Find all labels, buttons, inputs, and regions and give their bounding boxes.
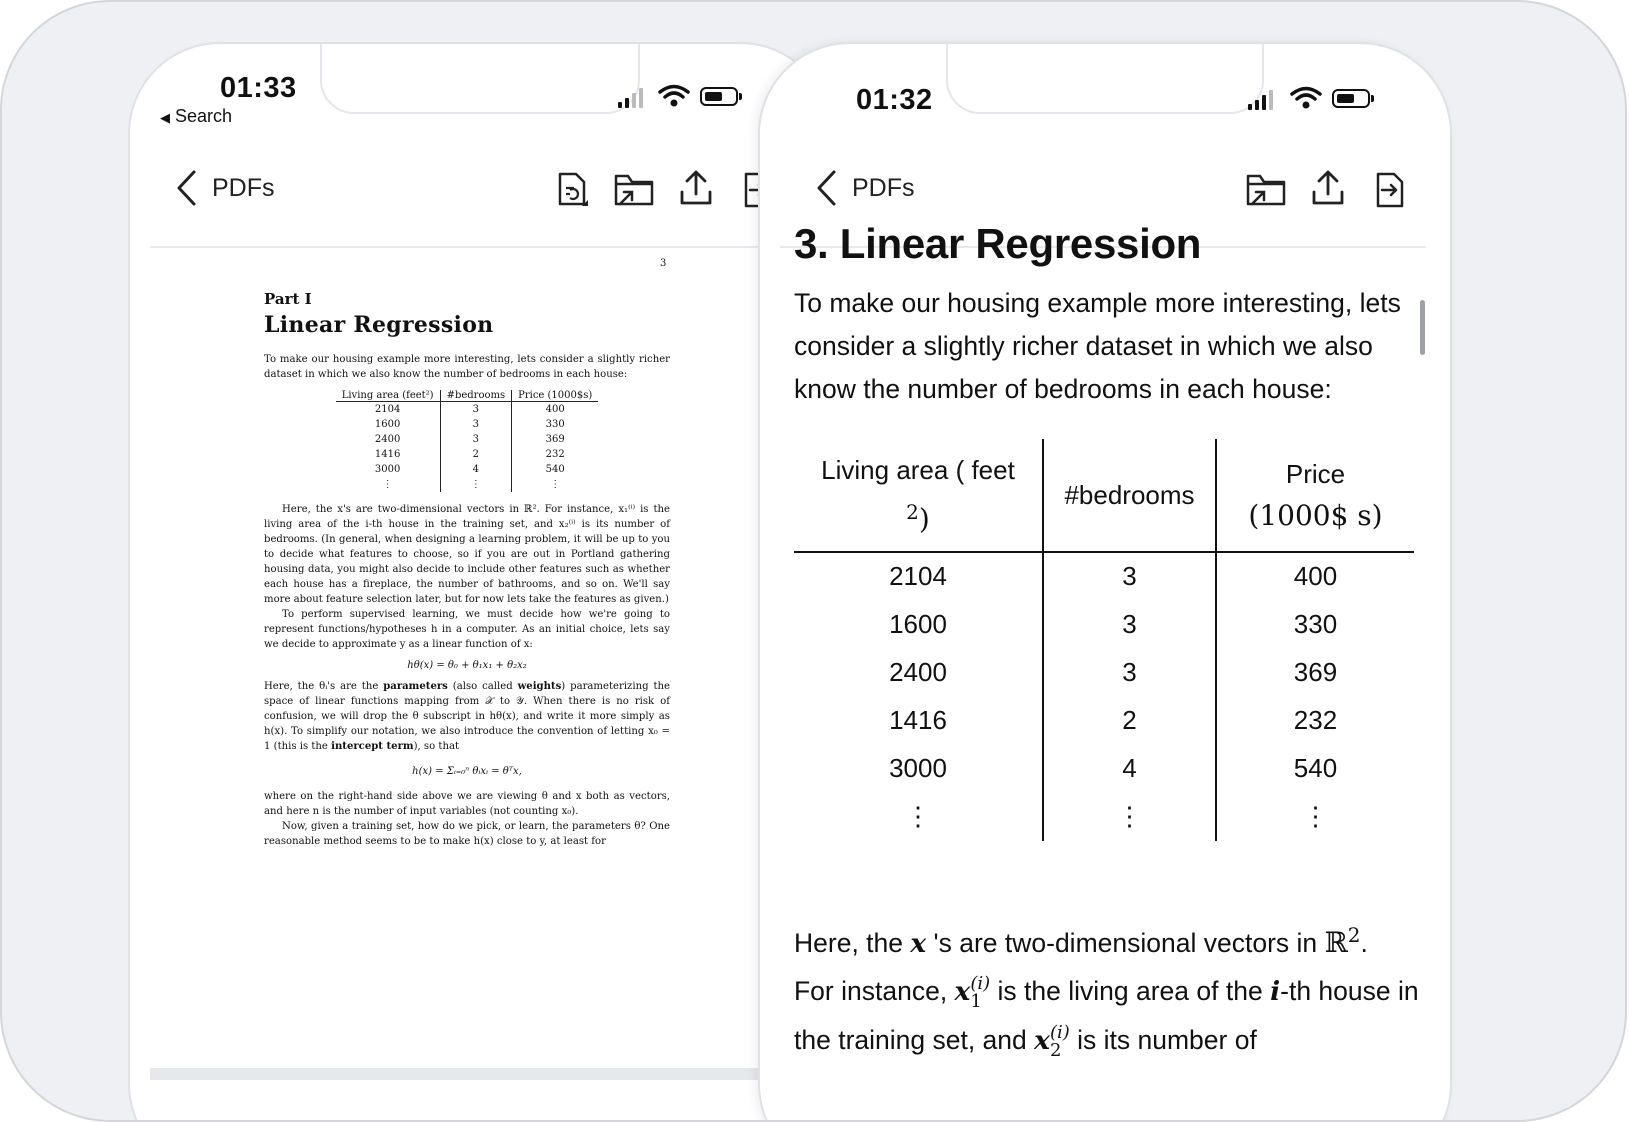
table-row: [336, 417, 599, 432]
math-superscript: (i): [970, 973, 991, 995]
share-icon[interactable]: [1308, 168, 1348, 208]
chevron-left-icon: [814, 168, 838, 208]
battery-icon: [700, 87, 738, 106]
table-cell: ⋮: [1216, 793, 1414, 841]
share-icon[interactable]: [676, 168, 716, 208]
page-separator: [150, 1068, 830, 1080]
body-text: 's are two-dimensional vectors in: [926, 927, 1325, 958]
pdf-bold-term: intercept term: [331, 741, 414, 752]
intro-paragraph: To make our housing example more interesting, lets consider a slightly richer dataset in which we also know the number of bedrooms in each house:: [794, 288, 1401, 404]
pdf-equation: h(x) = Σᵢ₌₀ⁿ θᵢxᵢ = θᵀx,: [412, 766, 522, 777]
table-cell: 3000: [889, 753, 947, 784]
back-to-search-link[interactable]: [160, 106, 232, 127]
table-cell: 232: [1216, 697, 1414, 745]
body-text: For instance,: [794, 976, 955, 1007]
status-time: 01:33: [220, 72, 297, 104]
body-text: is the living area of the: [990, 976, 1271, 1007]
pdf-paragraph: where on the right-hand side above we are viewing θ and x both as vectors, and here n is the number of input variables (not counting x₀).: [264, 791, 670, 817]
table-cell: 400: [1216, 552, 1414, 601]
math-symbol: x: [954, 976, 971, 1008]
body-text: Here, the: [794, 927, 911, 958]
table-cell: 3: [1043, 649, 1216, 697]
battery-tip: [739, 93, 742, 100]
cellular-signal-icon: [1248, 88, 1278, 110]
header-text: ): [918, 502, 930, 536]
header-text: Price: [1285, 458, 1346, 489]
math-symbol: x: [910, 927, 927, 959]
table-cell: 2400: [889, 657, 947, 688]
move-to-folder-icon[interactable]: [612, 170, 656, 210]
pdf-paragraph: Here, the x's are two-dimensional vectors in ℝ². For instance, x₁⁽ⁱ⁾ is the living area of the i-th house in the training set, and x₂⁽ⁱ⁾ is its number of bedrooms. (In general, when designing a learning problem, it will be up to you to decide what features to choose, so if you are out in Portland gathering housing data, you might also decide to include other features such as whether each house has a fireplace, the number of bathrooms, and so on. We'll say more about feature selection later, but for now lets take the features as given.): [264, 504, 670, 605]
body-text: -th house in the training set, and: [794, 976, 1419, 1056]
pdf-equation: hθ(x) = θ₀ + θ₁x₁ + θ₂x₂: [407, 660, 527, 671]
chevron-left-icon: [174, 168, 198, 208]
table-cell: 3: [440, 417, 512, 432]
table-cell: ⋮: [1043, 793, 1216, 841]
convert-document-icon[interactable]: [552, 170, 592, 210]
back-button-label: PDFs: [212, 174, 275, 202]
table-cell: 232: [512, 447, 599, 462]
table-cell: ⋮: [440, 477, 512, 492]
math-symbol: i: [1270, 976, 1281, 1008]
back-to-search-label: Search: [175, 106, 233, 126]
table-row: [336, 447, 599, 462]
pdf-title: Linear Regression: [264, 312, 494, 338]
left-phone-notch: [320, 42, 640, 114]
back-button-label: PDFs: [852, 174, 915, 202]
table-cell: 400: [512, 402, 599, 418]
pdf-housing-table: [336, 390, 599, 492]
table-cell: 2: [1043, 697, 1216, 745]
pdf-part-label: Part I: [264, 290, 312, 308]
header-text: Living area ( feet: [821, 455, 1015, 485]
table-cell: 3: [1043, 601, 1216, 649]
cellular-signal-icon: [618, 86, 648, 108]
table-row: [794, 745, 1414, 793]
table-cell: 4: [440, 462, 512, 477]
table-cell: 3: [1043, 552, 1216, 601]
table-cell: 2400: [374, 434, 401, 445]
reflow-content: [794, 220, 1420, 1065]
pdf-content: [264, 290, 670, 849]
table-cell: ⋮: [905, 801, 931, 832]
table-row: [794, 697, 1414, 745]
pdf-text: (also called: [447, 681, 518, 692]
table-cell: 330: [1216, 601, 1414, 649]
pdf-next-page: [150, 1080, 830, 1122]
right-phone-notch: [946, 42, 1264, 114]
table-header-price: [1216, 439, 1414, 552]
pdf-text: ) parameterizing the space of linear functions mapping from 𝒳 to 𝒴. When there is no risk of confusion, we will drop the θ subscript in hθ(x), and write it more simply as h(x). To simplify our notation, we also introduce the convention of letting x₀ = 1 (this is the: [264, 681, 670, 752]
table-cell: 330: [512, 417, 599, 432]
body-text: is its number of: [1069, 1025, 1257, 1056]
table-cell: 1416: [374, 449, 401, 460]
wifi-icon: [658, 84, 690, 108]
table-row: [336, 462, 599, 477]
table-cell: 3: [440, 402, 512, 418]
table-cell: 369: [512, 432, 599, 447]
table-cell: ⋮: [512, 477, 599, 492]
table-row: [336, 477, 599, 492]
export-document-icon[interactable]: [1370, 170, 1410, 210]
housing-table: [794, 439, 1414, 841]
table-cell: 4: [1043, 745, 1216, 793]
header-superscript: 2: [906, 500, 919, 524]
table-cell: 540: [1216, 745, 1414, 793]
table-cell: 3: [440, 432, 512, 447]
math-subscript: 2: [1049, 1040, 1062, 1062]
table-cell: 369: [1216, 649, 1414, 697]
pdf-page-number: 3: [660, 258, 667, 269]
table-cell: 2104: [889, 561, 947, 592]
table-header-living-area: [794, 439, 1043, 552]
pdf-table-header: Price (1000$s): [512, 390, 599, 402]
header-text: (1000$ s): [1248, 498, 1383, 532]
table-cell: ⋮: [382, 479, 393, 490]
math-superscript: 2: [1347, 922, 1361, 947]
pdf-paragraph: To perform supervised learning, we must decide how we're going to represent functions/hypotheses h in a computer. As an initial choice, lets say we decide to approximate y as a linear function of x:: [264, 609, 670, 650]
math-subscript: 1: [970, 991, 982, 1013]
math-symbol: x: [1034, 1025, 1050, 1057]
section-heading: 3. Linear Regression: [794, 220, 1202, 267]
math-symbol: ℝ: [1324, 925, 1348, 959]
left-toolbar: [150, 140, 832, 248]
math-superscript: (i): [1049, 1022, 1070, 1044]
pdf-paragraph: [264, 679, 670, 754]
pdf-bold-term: weights: [517, 681, 562, 692]
battery-icon: [1332, 89, 1370, 108]
body-paragraph: [794, 911, 1420, 1066]
table-cell: 1600: [889, 609, 947, 640]
back-triangle-icon: ◀: [160, 110, 170, 125]
table-row: [794, 649, 1414, 697]
pdf-paragraph: Now, given a training set, how do we pick, or learn, the parameters θ? One reasonable method seems to be to make h(x) close to y, at least for: [264, 821, 670, 847]
pdf-table-header: #bedrooms: [440, 390, 512, 402]
table-row: [336, 432, 599, 447]
pdf-text: ), so that: [413, 741, 460, 752]
vertical-scrollbar[interactable]: [1420, 300, 1425, 355]
table-cell: 2104: [374, 404, 401, 415]
pdf-intro: To make our housing example more interesting, lets consider a slightly richer dataset in which we also know the number of bedrooms in each house:: [264, 354, 670, 380]
table-row: [794, 793, 1414, 841]
table-row: [336, 402, 599, 418]
pdf-table-header: Living area (feet²): [336, 390, 440, 402]
battery-tip: [1371, 95, 1374, 102]
table-cell: 540: [512, 462, 599, 477]
table-cell: 3000: [374, 464, 401, 475]
table-cell: 1600: [374, 419, 401, 430]
pdf-bold-term: parameters: [383, 681, 448, 692]
move-to-folder-icon[interactable]: [1244, 170, 1288, 210]
table-row: [794, 601, 1414, 649]
right-phone-screen: [758, 42, 1452, 1122]
table-row: [794, 552, 1414, 601]
body-text: .: [1360, 927, 1368, 958]
pdf-text: Here, the θᵢ's are the: [264, 681, 384, 692]
back-button[interactable]: [150, 140, 290, 240]
wifi-icon: [1290, 86, 1322, 110]
table-cell: 1416: [889, 705, 947, 736]
table-cell: 2: [440, 447, 512, 462]
status-time: 01:32: [856, 84, 933, 116]
table-header-bedrooms: #bedrooms: [1043, 439, 1216, 552]
